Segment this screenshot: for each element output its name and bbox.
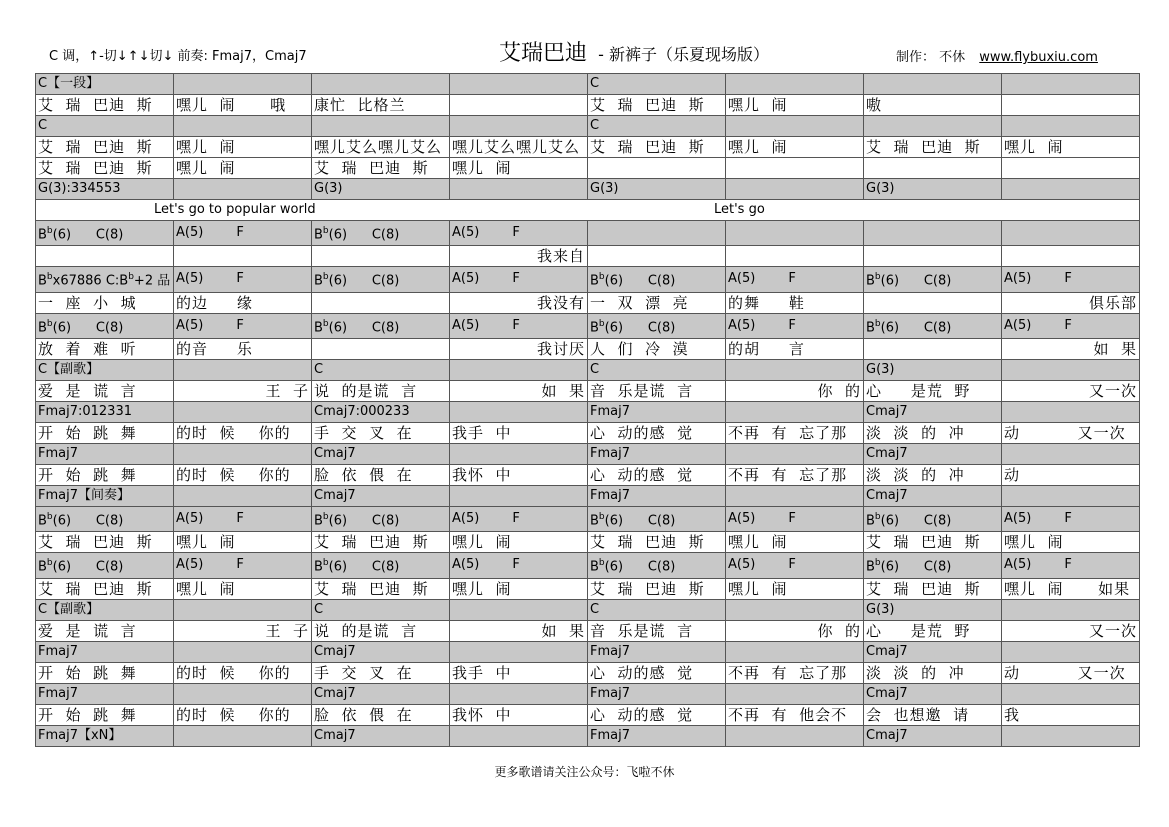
chord-chart-table (35, 73, 1140, 747)
chord-cell (174, 179, 312, 200)
chord-cell: Cmaj7 (864, 641, 1002, 662)
lyric-cell (864, 338, 1002, 359)
lyric-row (36, 704, 1140, 725)
chord-cell: Cmaj7 (312, 641, 450, 662)
chord-cell: C【副歌】 (36, 359, 174, 380)
chord-cell: $B^b(6)$ C(8) (588, 313, 726, 338)
lyric-cell: 艾 瑞 巴迪 斯 (588, 95, 726, 116)
chord-cell: Fmaj7 (588, 641, 726, 662)
lyric-cell: 手 交 叉 在 (312, 662, 450, 683)
lyric-cell: 嘿儿 闹 (450, 532, 588, 553)
chord-cell (174, 116, 312, 137)
lyric-cell: 不再 有 忘了那 (726, 662, 864, 683)
chord-cell: A(5) F (1002, 553, 1140, 578)
chord-cell (726, 179, 864, 200)
lyric-text-row (36, 200, 1140, 221)
lyric-cell (864, 246, 1002, 267)
chord-cell: $B^b(6)$ C(8) (36, 221, 174, 246)
lyric-cell: 俱乐部 (1002, 292, 1140, 313)
lyric-cell: 你 的 (726, 620, 864, 641)
chord-cell: A(5) F (174, 553, 312, 578)
lyric-cell: 艾 瑞 巴迪 斯 (312, 532, 450, 553)
chord-cell (726, 221, 864, 246)
chord-cell (1002, 401, 1140, 422)
chord-row (36, 683, 1140, 704)
lyric-cell: 嘿儿艾么嘿儿艾么 (450, 137, 588, 158)
chord-cell (726, 599, 864, 620)
lyric-cell: 嘿儿 闹 (450, 158, 588, 179)
chord-cell: $B^b(6)$ C(8) (588, 267, 726, 292)
chord-cell: A(5) F (726, 313, 864, 338)
lyric-cell (312, 292, 450, 313)
lyric-cell: 心 是荒 野 (864, 380, 1002, 401)
lyric-cell: 又一次 (1002, 620, 1140, 641)
lyric-cell: 开 始 跳 舞 (36, 704, 174, 725)
lyric-cell: 艾 瑞 巴迪 斯 (312, 158, 450, 179)
lyric-cell: 的舞 鞋 (726, 292, 864, 313)
chord-cell: C (588, 599, 726, 620)
chord-cell (450, 683, 588, 704)
chord-cell (174, 443, 312, 464)
lyric-cell: 我怀 中 (450, 704, 588, 725)
lyric-cell: 嘿儿艾么嘿儿艾么 (312, 137, 450, 158)
lyric-cell: 会 也想邀 请 (864, 704, 1002, 725)
english-lyric-a: Let's go to popular world (154, 202, 316, 217)
lyric-cell: 嘿儿 闹 (726, 95, 864, 116)
english-lyric-cell (36, 200, 1140, 221)
chord-cell (450, 725, 588, 746)
chord-cell: A(5) F (174, 221, 312, 246)
lyric-cell: 手 交 叉 在 (312, 422, 450, 443)
lyric-cell: 的胡 言 (726, 338, 864, 359)
chord-cell: $B^b(6)$ C(8) (864, 506, 1002, 531)
chord-cell: Fmaj7 (36, 641, 174, 662)
lyric-cell: 艾 瑞 巴迪 斯 (864, 532, 1002, 553)
chord-cell: $B^b(6)$ C(8) (312, 267, 450, 292)
lyric-cell: 艾 瑞 巴迪 斯 (312, 578, 450, 599)
chord-cell: G(3) (864, 359, 1002, 380)
chord-cell: Fmaj7 (588, 485, 726, 506)
chord-row (36, 179, 1140, 200)
chord-cell: A(5) F (450, 221, 588, 246)
chord-cell: $B^b(6)$ C(8) (312, 221, 450, 246)
chord-row (36, 359, 1140, 380)
key-and-strum-info: C 调，↑-切↓↑↓切↓ 前奏: Fmaj7，Cmaj7 (49, 49, 307, 64)
chord-cell: A(5) F (1002, 506, 1140, 531)
chord-cell: $B^b(6)$ C(8) (588, 506, 726, 531)
chord-cell: Cmaj7:000233 (312, 401, 450, 422)
lyric-cell: 我 (1002, 704, 1140, 725)
lyric-cell: 艾 瑞 巴迪 斯 (588, 578, 726, 599)
chord-row (36, 313, 1140, 338)
lyric-cell: 你 的 (726, 380, 864, 401)
lyric-cell: 动 又一次 (1002, 422, 1140, 443)
footer-note: 更多歌谱请关注公众号：飞啦不休 (494, 765, 675, 779)
lyric-cell (450, 95, 588, 116)
chord-row (36, 485, 1140, 506)
lyric-cell (726, 158, 864, 179)
lyric-cell: 动 又一次 (1002, 662, 1140, 683)
lyric-cell: 动 (1002, 464, 1140, 485)
chord-cell (726, 359, 864, 380)
chord-cell: $B^b(6)$ C(8) (312, 313, 450, 338)
lyric-cell: 的时 候 你的 (174, 422, 312, 443)
lyric-cell: 嘿儿 闹 (174, 158, 312, 179)
chord-cell: Cmaj7 (864, 443, 1002, 464)
chord-cell: $B^b(6)$ C(8) (36, 313, 174, 338)
chord-cell: A(5) F (450, 506, 588, 531)
lyric-cell: 我没有 (450, 292, 588, 313)
lyric-row (36, 422, 1140, 443)
chord-cell (1002, 443, 1140, 464)
chord-cell (1002, 599, 1140, 620)
lyric-cell: 的时 候 你的 (174, 464, 312, 485)
chord-cell (1002, 485, 1140, 506)
lyric-cell: 如 果 (450, 380, 588, 401)
chord-cell: Fmaj7:012331 (36, 401, 174, 422)
chord-cell: A(5) F (726, 267, 864, 292)
lyric-cell: 艾 瑞 巴迪 斯 (864, 137, 1002, 158)
chord-row (36, 599, 1140, 620)
chord-cell: G(3):334553 (36, 179, 174, 200)
chord-cell: Cmaj7 (864, 485, 1002, 506)
chord-cell (174, 725, 312, 746)
chord-cell (1002, 221, 1140, 246)
site-link[interactable]: www.flybuxiu.com (979, 50, 1098, 65)
lyric-cell (588, 158, 726, 179)
lyric-cell: 我讨厌 (450, 338, 588, 359)
lyric-cell: 艾 瑞 巴迪 斯 (36, 532, 174, 553)
lyric-cell: 嗷 (864, 95, 1002, 116)
chord-cell: Fmaj7 (588, 725, 726, 746)
lyric-row (36, 578, 1140, 599)
chord-cell: Cmaj7 (864, 401, 1002, 422)
chord-cell: Fmaj7 (588, 401, 726, 422)
chord-cell: $B^b(6)$ C(8) (588, 553, 726, 578)
chord-cell (1002, 116, 1140, 137)
chord-cell (726, 725, 864, 746)
chord-row (36, 221, 1140, 246)
chord-cell: Cmaj7 (312, 683, 450, 704)
lyric-cell: 不再 有 他会不 (726, 704, 864, 725)
song-title-block (499, 36, 769, 67)
chord-cell (174, 359, 312, 380)
chord-cell: C (588, 116, 726, 137)
chord-cell: C (588, 359, 726, 380)
lyric-cell: 爱 是 谎 言 (36, 620, 174, 641)
chord-cell: Cmaj7 (864, 725, 1002, 746)
chord-cell (450, 74, 588, 95)
lyric-cell (588, 246, 726, 267)
chord-row (36, 401, 1140, 422)
chord-cell: A(5) F (174, 313, 312, 338)
lyric-cell: 嘿儿 闹 (726, 578, 864, 599)
lyric-cell: 我怀 中 (450, 464, 588, 485)
chord-cell: Cmaj7 (312, 443, 450, 464)
chord-cell (174, 599, 312, 620)
lyric-row (36, 662, 1140, 683)
lyric-cell: 嘿儿 闹 (1002, 532, 1140, 553)
lyric-cell: 嘿儿 闹 (174, 532, 312, 553)
lyric-row (36, 246, 1140, 267)
chord-cell (726, 683, 864, 704)
chord-cell (726, 443, 864, 464)
chord-cell (450, 443, 588, 464)
chord-cell (726, 116, 864, 137)
chord-row (36, 74, 1140, 95)
chord-cell (174, 401, 312, 422)
lyric-cell: 的时 候 你的 (174, 704, 312, 725)
chord-cell (1002, 359, 1140, 380)
lyric-row (36, 464, 1140, 485)
lyric-cell (1002, 158, 1140, 179)
chord-cell (1002, 725, 1140, 746)
credits (896, 46, 1098, 65)
lyric-cell (1002, 246, 1140, 267)
lyric-row (36, 338, 1140, 359)
chord-cell (450, 641, 588, 662)
lyric-cell: 脸 依 偎 在 (312, 704, 450, 725)
lyric-cell: 音 乐是谎 言 (588, 620, 726, 641)
chord-cell (174, 74, 312, 95)
lyric-cell: 艾 瑞 巴迪 斯 (36, 95, 174, 116)
chord-cell: Fmaj7 (36, 683, 174, 704)
chord-cell: $B^bx67886$ $C:B^b+2$ 品 (36, 267, 174, 292)
lyric-cell: 如 果 (450, 620, 588, 641)
lyric-cell: 我手 中 (450, 662, 588, 683)
chord-cell (450, 179, 588, 200)
lyric-cell: 爱 是 谎 言 (36, 380, 174, 401)
lyric-cell: 艾 瑞 巴迪 斯 (588, 532, 726, 553)
chord-cell: Fmaj7【xN】 (36, 725, 174, 746)
chord-cell: C (312, 599, 450, 620)
lyric-cell: 不再 有 忘了那 (726, 422, 864, 443)
chord-row (36, 553, 1140, 578)
lyric-cell: 人 们 冷 漠 (588, 338, 726, 359)
lyric-row (36, 380, 1140, 401)
lyric-cell: 开 始 跳 舞 (36, 662, 174, 683)
lyric-cell: 康忙 比格兰 (312, 95, 450, 116)
lyric-cell: 说 的是谎 言 (312, 380, 450, 401)
chord-cell (726, 74, 864, 95)
chord-cell (864, 221, 1002, 246)
lyric-row (36, 137, 1140, 158)
chord-cell: A(5) F (450, 313, 588, 338)
lyric-cell: 的边 缘 (174, 292, 312, 313)
lyric-cell (1002, 95, 1140, 116)
chord-cell: A(5) F (450, 267, 588, 292)
chord-row (36, 443, 1140, 464)
chord-cell: Cmaj7 (312, 725, 450, 746)
lyric-cell: 艾 瑞 巴迪 斯 (864, 578, 1002, 599)
lyric-cell (36, 246, 174, 267)
lyric-cell: 嘿儿 闹 (726, 137, 864, 158)
lyric-cell: 开 始 跳 舞 (36, 422, 174, 443)
credit-author: 制作： 不休 (896, 50, 966, 65)
chord-cell (312, 116, 450, 137)
chord-cell: Cmaj7 (864, 683, 1002, 704)
lyric-cell: 心 动的感 觉 (588, 464, 726, 485)
chord-cell (726, 485, 864, 506)
lyric-row (36, 292, 1140, 313)
chord-cell: G(3) (588, 179, 726, 200)
lyric-cell: 的时 候 你的 (174, 662, 312, 683)
chord-cell: C (312, 359, 450, 380)
lyric-cell: 心 动的感 觉 (588, 422, 726, 443)
lyric-cell: 淡 淡 的 冲 (864, 422, 1002, 443)
chord-cell: A(5) F (450, 553, 588, 578)
lyric-cell: 嘿儿 闹 (726, 532, 864, 553)
chord-cell (174, 683, 312, 704)
chord-cell: C (36, 116, 174, 137)
lyric-cell: 脸 依 偎 在 (312, 464, 450, 485)
chord-cell: $B^b(6)$ C(8) (864, 313, 1002, 338)
chord-cell: Fmaj7 (588, 683, 726, 704)
lyric-row (36, 95, 1140, 116)
chord-cell: $B^b(6)$ C(8) (864, 553, 1002, 578)
chord-cell: A(5) F (726, 506, 864, 531)
lyric-cell: 又一次 (1002, 380, 1140, 401)
chord-cell: $B^b(6)$ C(8) (36, 506, 174, 531)
chord-cell: $B^b(6)$ C(8) (36, 553, 174, 578)
lyric-cell: 嘿儿 闹 如果 (1002, 578, 1140, 599)
chord-row (36, 725, 1140, 746)
chord-cell (450, 485, 588, 506)
lyric-cell: 心 是荒 野 (864, 620, 1002, 641)
lyric-cell: 王 子 (174, 380, 312, 401)
chord-cell: G(3) (312, 179, 450, 200)
lyric-cell (312, 246, 450, 267)
lyric-cell: 淡 淡 的 冲 (864, 464, 1002, 485)
chord-cell: $B^b(6)$ C(8) (312, 506, 450, 531)
lyric-cell: 艾 瑞 巴迪 斯 (36, 137, 174, 158)
chord-cell: Fmaj7 (36, 443, 174, 464)
chord-cell (864, 116, 1002, 137)
lyric-cell: 我手 中 (450, 422, 588, 443)
lyric-cell: 放 着 难 听 (36, 338, 174, 359)
lyric-cell: 我来自 (450, 246, 588, 267)
chord-cell: A(5) F (174, 267, 312, 292)
lyric-cell: 音 乐是谎 言 (588, 380, 726, 401)
chord-cell: G(3) (864, 179, 1002, 200)
lyric-cell: 嘿儿 闹 (174, 578, 312, 599)
lyric-cell: 淡 淡 的 冲 (864, 662, 1002, 683)
lyric-cell (312, 338, 450, 359)
song-title: 艾瑞巴迪 (499, 41, 588, 66)
chord-cell: G(3) (864, 599, 1002, 620)
lyric-cell: 嘿儿 闹 (1002, 137, 1140, 158)
lyric-cell (864, 292, 1002, 313)
chord-cell (174, 485, 312, 506)
chord-cell (450, 599, 588, 620)
chord-cell (450, 359, 588, 380)
lyric-row (36, 532, 1140, 553)
lyric-row (36, 620, 1140, 641)
chord-row (36, 641, 1140, 662)
lyric-cell (864, 158, 1002, 179)
chord-cell: $B^b(6)$ C(8) (864, 267, 1002, 292)
song-subtitle: - 新裤子（乐夏现场版） (598, 45, 769, 64)
chord-cell (174, 641, 312, 662)
chord-cell (864, 74, 1002, 95)
chord-cell: C【副歌】 (36, 599, 174, 620)
lyric-cell: 王 子 (174, 620, 312, 641)
chord-cell: C【一段】 (36, 74, 174, 95)
chord-cell: A(5) F (1002, 267, 1140, 292)
chord-row (36, 116, 1140, 137)
chord-cell (450, 401, 588, 422)
lyric-cell: 说 的是谎 言 (312, 620, 450, 641)
chord-cell (588, 221, 726, 246)
lyric-cell: 一 双 漂 亮 (588, 292, 726, 313)
english-lyric-b: Let's go (714, 202, 765, 217)
chord-cell (1002, 74, 1140, 95)
lyric-cell: 艾 瑞 巴迪 斯 (588, 137, 726, 158)
chord-cell: A(5) F (1002, 313, 1140, 338)
chord-cell: A(5) F (174, 506, 312, 531)
chord-cell (1002, 179, 1140, 200)
lyric-cell: 的音 乐 (174, 338, 312, 359)
lyric-cell: 嘿儿 闹 哦 (174, 95, 312, 116)
chord-cell: $B^b(6)$ C(8) (312, 553, 450, 578)
chord-cell (726, 641, 864, 662)
chord-cell: Fmaj7 (588, 443, 726, 464)
lyric-cell: 嘿儿 闹 (450, 578, 588, 599)
lyric-cell (726, 246, 864, 267)
lyric-cell: 不再 有 忘了那 (726, 464, 864, 485)
chord-row (36, 267, 1140, 292)
chord-cell: Fmaj7【间奏】 (36, 485, 174, 506)
lyric-cell: 如 果 (1002, 338, 1140, 359)
lyric-cell: 嘿儿 闹 (174, 137, 312, 158)
chord-cell (1002, 641, 1140, 662)
chord-cell (726, 401, 864, 422)
lyric-cell: 艾 瑞 巴迪 斯 (36, 578, 174, 599)
lyric-cell: 一 座 小 城 (36, 292, 174, 313)
lyric-cell: 艾 瑞 巴迪 斯 (36, 158, 174, 179)
lyric-row (36, 158, 1140, 179)
chord-cell: Cmaj7 (312, 485, 450, 506)
lyric-cell: 心 动的感 觉 (588, 662, 726, 683)
chord-row (36, 506, 1140, 531)
lyric-cell (174, 246, 312, 267)
chord-cell (450, 116, 588, 137)
lyric-cell: 开 始 跳 舞 (36, 464, 174, 485)
chord-cell: C (588, 74, 726, 95)
chord-cell (312, 74, 450, 95)
lyric-cell: 心 动的感 觉 (588, 704, 726, 725)
chord-cell: A(5) F (726, 553, 864, 578)
chord-cell (1002, 683, 1140, 704)
